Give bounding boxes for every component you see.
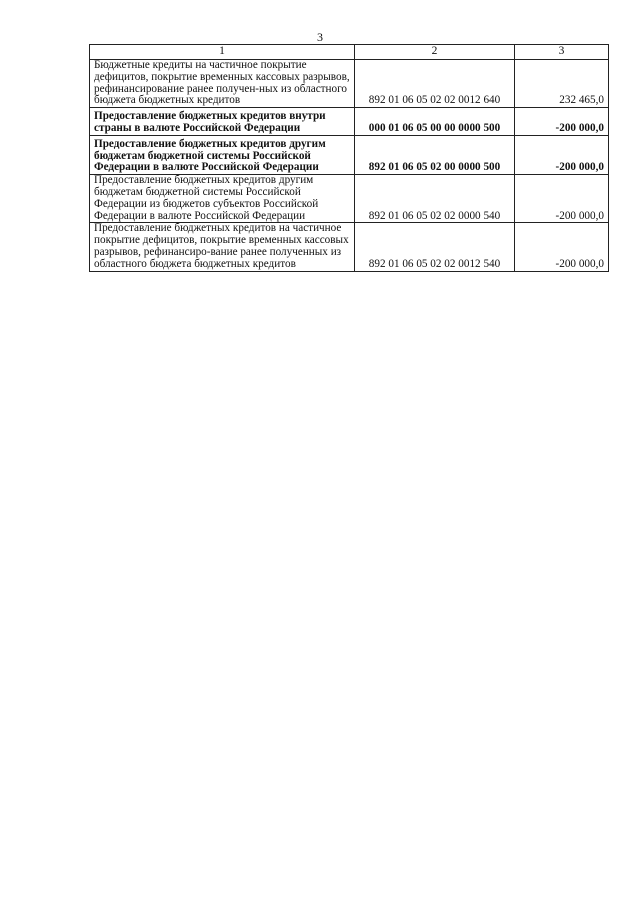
row-code: 892 01 06 05 02 02 0000 540 [355, 175, 515, 223]
row-sum: 232 465,0 [515, 60, 609, 108]
column-header-code: 2 [355, 45, 515, 60]
table-row [90, 108, 609, 136]
row-name: Предоставление бюджетных кредитов внутри страны в валюте Российской Федерации [90, 108, 355, 136]
row-name: Бюджетные кредиты на частичное покрытие дефицитов, покрытие временных кассовых разрывов, рефинансирование ранее получен-ных из областного бюджета бюджетных кредитов [90, 60, 355, 108]
table-row [90, 223, 609, 271]
row-code: 892 01 06 05 02 02 0012 640 [355, 60, 515, 108]
row-code: 000 01 06 05 00 00 0000 500 [355, 108, 515, 136]
column-header-name: 1 [90, 45, 355, 60]
row-sum: -200 000,0 [515, 175, 609, 223]
table-row [90, 60, 609, 108]
table-row [90, 135, 609, 174]
row-name: Предоставление бюджетных кредитов на частичное покрытие дефицитов, покрытие временных кассовых разрывов, рефинансиро-вание ранее полученных из областного бюджета бюджетных кредитов [90, 223, 355, 271]
row-name: Предоставление бюджетных кредитов другим бюджетам бюджетной системы Российской Федерации из бюджетов субъектов Российской Федерации в валюте Российской Федерации [90, 175, 355, 223]
budget-sources-table [89, 44, 609, 272]
row-name: Предоставление бюджетных кредитов другим бюджетам бюджетной системы Российской Федерации в валюте Российской Федерации [90, 135, 355, 174]
row-sum: -200 000,0 [515, 108, 609, 136]
table-header-row [90, 45, 609, 60]
column-header-sum: 3 [515, 45, 609, 60]
row-sum: -200 000,0 [515, 135, 609, 174]
row-code: 892 01 06 05 02 02 0012 540 [355, 223, 515, 271]
page-number: 3 [317, 30, 323, 44]
row-code: 892 01 06 05 02 00 0000 500 [355, 135, 515, 174]
row-sum: -200 000,0 [515, 223, 609, 271]
table-row [90, 175, 609, 223]
